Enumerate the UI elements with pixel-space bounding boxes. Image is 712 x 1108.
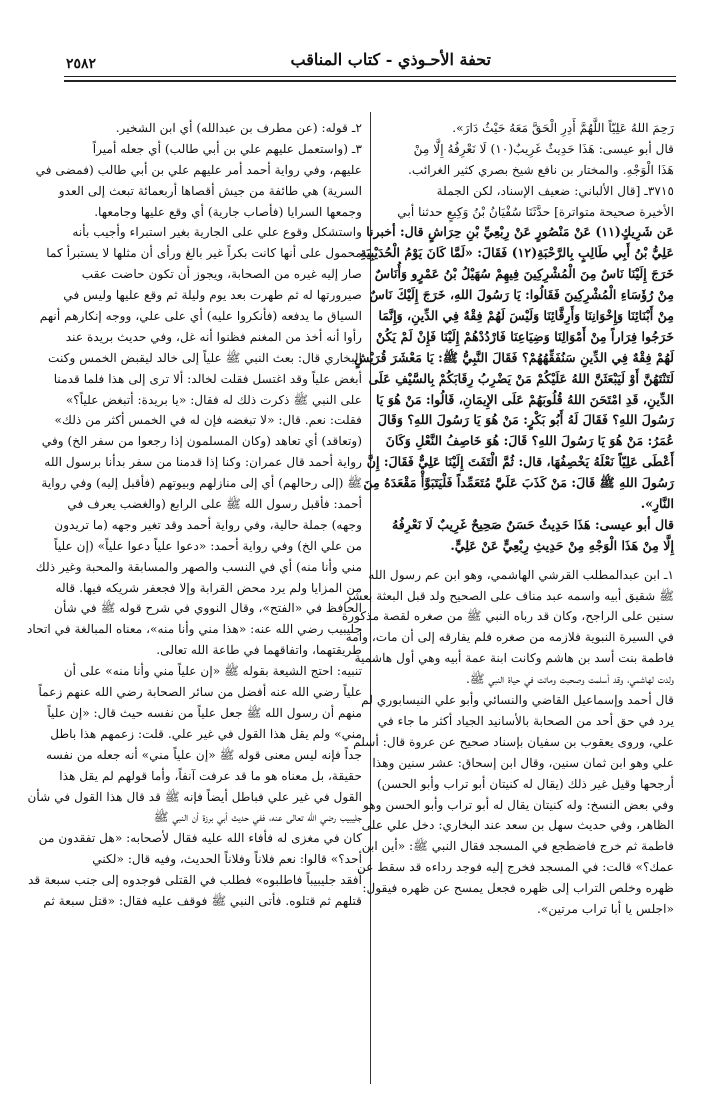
commentary-line: عليهم، وفي رواية أحمد أمر عليهم علي بن أبي طالب (فمضى في	[35, 162, 362, 177]
text-line: إِلَّا مِنْ هَذَا الْوَجْهِ مِنْ حَدِيثِ رِبْعِيٍّ عَنْ عَلِيٍّ.	[450, 537, 674, 553]
text-line: فاطمة ثم خرج فاضطجع في المسجد فقال النبي ﷺ: «أين ابن	[361, 839, 674, 854]
text-line: النَّارِ».	[640, 496, 674, 512]
text-line: لَتَنْتَهُنَّ أَوْ لَيَبْعَثَنَّ اللهُ عَلَيْكُمْ مَنْ يَضْرِبُ رِقَابَكُمْ بِالسَّيْفِ عَلَى	[368, 370, 674, 386]
text-line: علي وهو ابن ثمان سنين، وقال ابن إسحاق: عشر سنين وهذا	[372, 755, 674, 770]
text-line: الظاهر، وفي حديث سهل بن سعد عند البخاري: دخل علي على	[361, 818, 674, 833]
commentary-line: تنبيه: احتج الشيعة بقوله ﷺ «إن علياً مني وأنا منه» على أن	[63, 664, 362, 679]
commentary-line: حقيقة، بل معناه هو ما قد عرفت آنفاً، وأما قولهم لم يقل هذا	[59, 768, 362, 783]
text-line: الدِّينِ، قَدِ امْتَحَنَ اللهُ قُلُوبَهُمْ عَلَى الإِيمَانِ، قَالُوا: مَنْ هُوَ يَا	[376, 391, 674, 407]
header-rule-thin	[64, 76, 676, 77]
commentary-line: أفقد جليبيباً فاطلبوه» فطلب في القتلى فوجدوه إلى جنب سبعة قد	[28, 873, 362, 888]
text-line: مِنْ رُؤَسَاءِ الْمُشْرِكِينَ فَقَالُوا: يَا رَسُولَ اللهِ، خَرَجَ إِلَيْكَ نَاسٌ	[369, 287, 674, 303]
commentary-line: رأوا أنه أخذ من المغنم فظنوا أنه غل، وفي حديث بريدة عند	[65, 329, 362, 344]
commentary-line: فقلت: نعم. قال: «لا تبغضه فإن له في الخمس أكثر من ذلك»	[54, 413, 362, 428]
text-line: وفي بعض النسخ: وله كنيتان يقال له أبو تراب وأبو الحسن وهو	[362, 797, 674, 812]
commentary-line: كان في مغزى له فأفاء الله عليه فقال لأصحابه: «هل تفقدون من	[38, 831, 362, 846]
text-line: عَلِيُّ بْنُ أَبِي طَالِبٍ بِالرَّحْبَةِ(١٢) فَقَالَ: «لَمَّا كَانَ يَوْمُ الْحُدَيْبِيَةِ	[360, 245, 674, 261]
commentary-line: ﷺ (إلى رحالهم) أي إلى منازلهم وبيوتهم (فأقبل إليه) وفي رواية	[41, 476, 362, 491]
text-line: خَرَجَ إِلَيْنَا نَاسٌ مِنَ الْمُشْرِكِينَ فِيهِمْ سُهَيْلُ بْنُ عَمْرٍو وَأُنَاسٌ	[374, 266, 674, 282]
commentary-line: من المزايا ولم يرد محض القرابة وإلا فجعفر شريكه فيها. قاله	[55, 580, 362, 595]
header-title: تحفة الأحـوذي - كتاب المناقب	[290, 50, 491, 69]
commentary-line: أحد؟» قالوا: نعم فلاناً وفلاناً الحديث، وفيه قال: «لكني	[92, 852, 362, 867]
left-column	[27, 118, 362, 912]
commentary-line: منهم أن رسول الله ﷺ جعل علياً من نفسه حيث قال: «إن علياً	[47, 705, 362, 720]
header-rule-thick	[64, 80, 676, 82]
text-line: هَذَا الْوَجْهِ. والمختار بن نافع شيخ بصري كثير الغرائب.	[408, 162, 674, 177]
commentary-line: السرية) هي طائفة من جيش أقصاها أربعمائة تبعث إلى العدو	[58, 183, 362, 198]
text-line: أَعْطَى عَلِيّاً نَعْلَهُ يَخْصِفُهَا، قال: ثُمَّ الْتَفَتَ إِلَيْنَا عَلِيٌّ فَقَالَ: إِنَّ	[366, 454, 674, 470]
commentary-line: أبغض علياً وقد اغتسل فقلت لخالد: ألا ترى إلى هذا فلما قدمنا	[53, 371, 362, 386]
commentary-line: وجمعها السرايا (فأصاب جارية) أي وقع عليها وجامعها.	[94, 204, 362, 219]
text-line: قال أبو عيسى: هَذَا حَدِيثٌ غَرِيبٌ(١٠) لَا نَعْرِفُهُ إِلَّا مِنْ	[413, 141, 674, 156]
text-line: أرجحها وقيل غير ذلك (يقال له كنيتان أبو تراب وأبو الحسن)	[376, 776, 674, 791]
text-line: ظهره وخلص التراب إلى ظهره فجعل يمسح عن ظهره فيقول:	[362, 881, 674, 896]
text-line: رَسُولَ اللهِ ﷺ قَالَ: مَنْ كَذَبَ عَلَيَّ مُتَعَمِّداً فَلْيَتَبَوَّأْ مَقْعَدَهُ مِنَ	[363, 475, 674, 491]
text-line: خَرَجُوا فِرَاراً مِنْ أَمْوَالِنَا وَضِيَاعِنَا فَارْدُدْهُمْ إِلَيْنَا فَإِنْ لَمْ يَكُنْ	[376, 328, 674, 344]
text-line: قال أبو عيسى: هَذَا حَدِيثٌ حَسَنٌ صَحِيحٌ غَرِيبٌ لَا نَعْرِفُهُ	[392, 516, 674, 532]
commentary-line: البخاري قال: بعث النبي ﷺ علياً إلى خالد ليقبض الخمس وكنت	[48, 350, 362, 365]
commentary-line: محمول على أنها كانت بكراً غير بالغ ورأى أن مثلها لا يستبرأ كما	[46, 246, 362, 261]
commentary-line: قتلهم ثم قتلوه. فأتى النبي ﷺ فوقف عليه فقال: «قتل سبعة ثم	[43, 893, 362, 908]
text-line: عَن شَرِيكٍ(١١) عَنْ مَنْصُورٍ عَنْ رِبْعِيِّ بْنِ حِرَاشٍ قال: أخبرنا	[366, 224, 674, 240]
commentary-line: مني» ولم يقل هذا القول في غير علي. قلت: زعمهم هذا باطل	[50, 726, 362, 741]
text-line: رَسُولَ اللهِ؟ فَقَالَ لَهُ أَبُو بَكْرٍ: مَنْ هُوَ يَا رَسُولَ اللهِ؟ وَقَالَ	[377, 412, 674, 428]
commentary-line: ٣ـ (واستعمل عليهم علي بن أبي طالب) أي جعله أميراً	[92, 141, 362, 156]
text-line: الأخيرة صحيحة متواترة] حدَّثَنَا سُفْيَانُ بْنُ وَكِيعٍ حدثنا أبي	[397, 204, 674, 219]
commentary-line: وجهه) جملة حالية، وفي رواية أحمد وقد تغير وجهه (ما تريدون	[54, 517, 362, 532]
commentary-line: السياق ما يدفعه (فأنكروا عليه) أي على علي، ووجه إنكارهم أنهم	[39, 309, 362, 324]
text-line: مِنْ أَبْنَائِنَا وَإِخْوَانِنَا وَأَرِقَّائِنَا وَلَيْسَ لَهُمْ فِقْهٌ فِي الدِّينِ، وَإِنَّمَا	[378, 308, 674, 324]
page-number: ٢٥٨٢	[66, 56, 97, 72]
commentary-line: من علي الخ) وفي رواية أحمد: «دعوا علياً دعوا علياً» (إن علياً	[54, 538, 362, 553]
text-line: ٣٧١٥ـ [قال الألباني: ضعيف الإسناد، لكن الجملة	[436, 183, 674, 198]
text-line: عمك؟» قالت: في المسجد فخرج إليه فوجد رداءه قد سقط عن	[356, 860, 674, 875]
commentary-line: صيرورتها له ثم طهرت بعد يوم وليلة ثم وقع عليها وليس في	[63, 288, 362, 303]
commentary-line: مني وأنا منه) أي في النسب والصهر والمسابقة والمحبة وغير ذلك	[35, 559, 362, 574]
commentary-line: جليبيب رضي الله تعالى عنه، ففي حديث أبي برزة أن النبي ﷺ	[153, 810, 362, 825]
text-line: ولدت لهاشمي، وقد أسلمت وصحبت وماتت في حياة النبي ﷺ.	[465, 672, 674, 687]
running-header	[64, 50, 676, 74]
text-line: عُمَرُ: مَنْ هُوَ يَا رَسُولَ اللهِ؟ قَالَ: هُوَ خَاصِفُ النَّعْلِ وَكَانَ	[385, 433, 674, 449]
commentary-line: على النبي ﷺ ذكرت ذلك له فقال: «يا بريدة: أتبغض علياً؟»	[65, 392, 362, 407]
commentary-line: طريقتهما، واتفاقهما في طاعة الله تعالى.	[156, 643, 362, 658]
commentary-line: ٢ـ قوله: (عن مطرف بن عبدالله) أي ابن الشخير.	[115, 121, 362, 135]
commentary-line: جداً فإنه ليس معنى قوله ﷺ «إن علياً مني» أنه جعله من نفسه	[46, 747, 362, 762]
right-column	[341, 118, 674, 920]
commentary-line: علياً رضي الله عنه أفضل من سائر الصحابة رضي الله عنهم زعماً	[38, 685, 362, 700]
text-line: ١ـ ابن عبدالمطلب القرشي الهاشمي، وهو ابن عم رسول الله	[368, 567, 674, 582]
text-line: لَهُمْ فِقْهٌ فِي الدِّينِ سَنُفَقِّهُهُمْ؟ فَقَالَ النَّبِيُّ ﷺ: يَا مَعْشَرَ قُرَيْشٍ	[354, 349, 674, 365]
text-line: يرد في حق أحد من الصحابة بالأسانيد الجياد أكثر ما جاء في	[377, 713, 674, 728]
text-line: في السيرة النبوية فلازمه من صغره فلم يفارقه إلى أن مات، وأمه	[345, 630, 674, 645]
commentary-line: القول في غير علي فباطل أيضاً فإنه ﷺ قد قال هذا القول في شأن	[27, 789, 362, 804]
text-line: رَحِمَ اللهُ عَلِيّاً اللَّهُمَّ أَدِرِ الْحَقَّ مَعَهُ حَيْثُ دَارَ».	[452, 121, 674, 135]
text-line: علي، وروى يعقوب بن سفيان بإسناد صحيح عن عروة قال: أسلم	[353, 734, 674, 749]
commentary-line: رواية أحمد قال عمران: وكنا إذا قدمنا من سفر بدأنا برسول الله	[44, 455, 362, 470]
paragraph-gap	[382, 557, 674, 565]
text-line: سنين على الراجح، وكان قد رباه النبي ﷺ من صغره لقصة مذكورة	[341, 609, 674, 624]
text-line: «اجلس يا أبا تراب مرتين».	[537, 901, 674, 916]
text-line: فاطمة بنت أسد بن هاشم وكانت ابنة عمة أبيه وهي أول هاشمية	[354, 651, 674, 666]
commentary-line: أحمد: فأقبل رسول الله ﷺ على الرابع (والغضب يعرف في	[67, 497, 362, 512]
commentary-line: جليبيب رضي الله عنه: «هذا مني وأنا منه»، معناه المبالغة في اتحاد	[27, 622, 362, 637]
commentary-line: واستشكل وقوع علي على الجارية بغير استبراء وأجيب بأنه	[72, 225, 362, 240]
commentary-line: الحافظ في «الفتح»، وقال النووي في شرح قوله ﷺ في شأن	[54, 601, 362, 616]
commentary-line: (وتعاقد) أي تعاهد (وكان المسلمون إذا رجعوا من سفر الخ) وفي	[41, 434, 362, 449]
text-line: ﷺ شقيق أبيه واسمه عبد مناف على الصحيح ولد قبل البعثة بعشر	[345, 588, 674, 603]
commentary-line: صار إليه غيره من الصحابة، ويجوز أن تكون حاضت عقب	[81, 267, 362, 282]
text-line: قال أحمد وإسماعيل القاضي والنسائي وأبو علي النيسابوري لم	[361, 693, 674, 708]
